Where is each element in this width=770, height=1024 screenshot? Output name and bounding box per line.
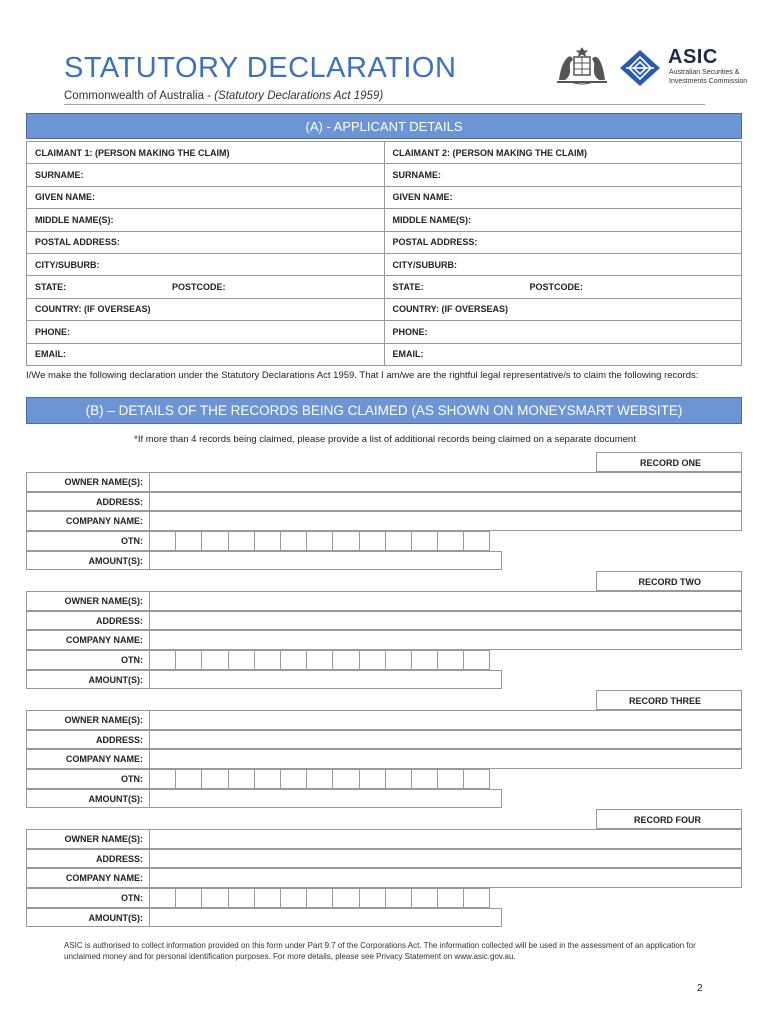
company-name-field[interactable] (149, 511, 742, 531)
claimant1-postal-address-field[interactable]: POSTAL ADDRESS: (27, 231, 385, 253)
otn-digit-box[interactable] (306, 769, 333, 789)
otn-digit-box[interactable] (332, 769, 359, 789)
table-row (27, 321, 742, 343)
claimant1-surname-field[interactable]: SURNAME: (27, 164, 385, 186)
otn-digit-box[interactable] (280, 650, 307, 670)
otn-digit-box[interactable] (411, 769, 438, 789)
otn-digit-box[interactable] (385, 650, 412, 670)
otn-digit-box[interactable] (359, 888, 386, 908)
declaration-text: I/We make the following declaration under the Statutory Declarations Act 1959. That I am/we are the rightful legal representative/s to claim the following records: (26, 370, 699, 381)
applicant-details-table (26, 141, 742, 366)
record-heading: RECORD FOUR (596, 809, 742, 829)
otn-digit-box[interactable] (280, 888, 307, 908)
company-name-label: COMPANY NAME: (26, 749, 149, 769)
otn-boxes (149, 888, 490, 908)
otn-digit-box[interactable] (201, 650, 228, 670)
otn-digit-box[interactable] (254, 650, 281, 670)
claimant2-surname-field[interactable]: SURNAME: (384, 164, 742, 186)
otn-digit-box[interactable] (359, 769, 386, 789)
otn-digit-box[interactable] (385, 888, 412, 908)
record-heading: RECORD TWO (596, 571, 742, 591)
table-row (27, 186, 742, 208)
otn-digit-box[interactable] (280, 531, 307, 551)
otn-digit-box[interactable] (149, 888, 176, 908)
claimant1-phone-field[interactable]: PHONE: (27, 321, 385, 343)
address-label: ADDRESS: (26, 611, 149, 631)
table-row (27, 343, 742, 365)
amount-field[interactable] (149, 551, 502, 571)
otn-digit-box[interactable] (306, 888, 333, 908)
company-name-label: COMPANY NAME: (26, 630, 149, 650)
asic-logo-name: ASIC (668, 46, 718, 68)
otn-digit-box[interactable] (437, 531, 464, 551)
otn-digit-box[interactable] (175, 888, 202, 908)
otn-digit-box[interactable] (332, 888, 359, 908)
otn-digit-box[interactable] (463, 888, 490, 908)
otn-digit-box[interactable] (437, 769, 464, 789)
table-row (27, 142, 742, 164)
otn-label: OTN: (26, 650, 149, 670)
otn-digit-box[interactable] (254, 531, 281, 551)
amount-label: AMOUNT(S): (26, 670, 149, 690)
otn-label: OTN: (26, 769, 149, 789)
otn-digit-box[interactable] (332, 650, 359, 670)
claimant2-postcode-label: POSTCODE: (529, 282, 584, 293)
company-name-field[interactable] (149, 630, 742, 650)
table-row (27, 276, 742, 298)
table-row (27, 209, 742, 231)
otn-digit-box[interactable] (280, 769, 307, 789)
record-heading: RECORD ONE (596, 452, 742, 472)
otn-digit-box[interactable] (228, 650, 255, 670)
claimant1-heading: CLAIMANT 1: (PERSON MAKING THE CLAIM) (27, 142, 385, 164)
amount-field[interactable] (149, 908, 502, 928)
otn-digit-box[interactable] (201, 769, 228, 789)
otn-digit-box[interactable] (463, 650, 490, 670)
claimant2-phone-field[interactable]: PHONE: (384, 321, 742, 343)
table-row (27, 231, 742, 253)
owner-name-label: OWNER NAME(S): (26, 472, 149, 492)
address-field[interactable] (149, 611, 742, 631)
asic-logo-icon (618, 48, 662, 88)
address-field[interactable] (149, 730, 742, 750)
page-number: 2 (697, 983, 703, 994)
address-field[interactable] (149, 492, 742, 512)
claimant1-email-field[interactable]: EMAIL: (27, 343, 385, 365)
table-row (27, 253, 742, 275)
otn-digit-box[interactable] (201, 888, 228, 908)
coat-of-arms-icon (553, 46, 611, 86)
claimant1-middle-name-field[interactable]: MIDDLE NAME(S): (27, 209, 385, 231)
claimant1-city-field[interactable]: CITY/SUBURB: (27, 253, 385, 275)
address-label: ADDRESS: (26, 730, 149, 750)
otn-digit-box[interactable] (437, 888, 464, 908)
section-b-heading: (B) – DETAILS OF THE RECORDS BEING CLAIMED (AS SHOWN ON MONEYSMART WEBSITE) (26, 397, 742, 424)
amount-field[interactable] (149, 789, 502, 809)
otn-digit-box[interactable] (228, 769, 255, 789)
claimant2-country-field[interactable]: COUNTRY: (IF OVERSEAS) (384, 298, 742, 320)
claimant2-email-field[interactable]: EMAIL: (384, 343, 742, 365)
owner-name-label: OWNER NAME(S): (26, 710, 149, 730)
company-name-field[interactable] (149, 749, 742, 769)
table-row (27, 164, 742, 186)
claimant1-given-name-field[interactable]: GIVEN NAME: (27, 186, 385, 208)
otn-digit-box[interactable] (228, 531, 255, 551)
company-name-label: COMPANY NAME: (26, 868, 149, 888)
otn-digit-box[interactable] (254, 888, 281, 908)
address-field[interactable] (149, 849, 742, 869)
otn-digit-box[interactable] (437, 650, 464, 670)
otn-digit-box[interactable] (332, 531, 359, 551)
claimant2-state-postcode-field[interactable] (384, 276, 742, 298)
claimant1-postcode-label: POSTCODE: (172, 282, 226, 293)
amount-label: AMOUNT(S): (26, 789, 149, 809)
subtitle-act: (Statutory Declarations Act 1959) (214, 90, 384, 102)
otn-digit-box[interactable] (385, 769, 412, 789)
page-title: STATUTORY DECLARATION (64, 52, 457, 84)
otn-digit-box[interactable] (175, 769, 202, 789)
privacy-footer: ASIC is authorised to collect information provided on this form under Part 9.7 of the Corporations Act. The information collected will be used in the assessment of an application for unclaimed money and for personal identification purposes. For more details, please see Privacy Statement on www.asic.gov.au. (64, 941, 696, 961)
asic-logo-fullname: Australian Securities & Investments Commission (669, 69, 748, 85)
otn-digit-box[interactable] (254, 769, 281, 789)
amount-field[interactable] (149, 670, 502, 690)
otn-digit-box[interactable] (411, 888, 438, 908)
otn-digit-box[interactable] (463, 769, 490, 789)
owner-name-label: OWNER NAME(S): (26, 591, 149, 611)
page-subtitle (64, 90, 383, 102)
otn-digit-box[interactable] (385, 531, 412, 551)
otn-digit-box[interactable] (228, 888, 255, 908)
claimant1-country-field[interactable]: COUNTRY: (IF OVERSEAS) (27, 298, 385, 320)
otn-digit-box[interactable] (149, 769, 176, 789)
otn-digit-box[interactable] (175, 650, 202, 670)
claimant1-state-label: STATE: (35, 282, 67, 293)
claimant2-given-name-field[interactable]: GIVEN NAME: (384, 186, 742, 208)
section-a-heading: (A) - APPLICANT DETAILS (26, 113, 742, 139)
otn-digit-box[interactable] (306, 650, 333, 670)
owner-name-field[interactable] (149, 829, 742, 849)
otn-digit-box[interactable] (411, 650, 438, 670)
otn-digit-box[interactable] (175, 531, 202, 551)
claimant2-postal-address-field[interactable]: POSTAL ADDRESS: (384, 231, 742, 253)
otn-digit-box[interactable] (306, 531, 333, 551)
company-name-field[interactable] (149, 868, 742, 888)
otn-boxes (149, 769, 490, 789)
address-label: ADDRESS: (26, 492, 149, 512)
claimant2-city-field[interactable]: CITY/SUBURB: (384, 253, 742, 275)
otn-digit-box[interactable] (149, 650, 176, 670)
additional-records-note: *If more than 4 records being claimed, please provide a list of additional records being claimed on a separate document (134, 434, 636, 445)
otn-digit-box[interactable] (149, 531, 176, 551)
company-name-label: COMPANY NAME: (26, 511, 149, 531)
otn-digit-box[interactable] (359, 650, 386, 670)
otn-boxes (149, 531, 490, 551)
claimant2-middle-name-field[interactable]: MIDDLE NAME(S): (384, 209, 742, 231)
subtitle-plain: Commonwealth of Australia - (64, 90, 215, 102)
otn-digit-box[interactable] (411, 531, 438, 551)
claimant2-heading: CLAIMANT 2: (PERSON MAKING THE CLAIM) (384, 142, 742, 164)
owner-name-label: OWNER NAME(S): (26, 829, 149, 849)
amount-label: AMOUNT(S): (26, 908, 149, 928)
amount-label: AMOUNT(S): (26, 551, 149, 571)
claimant1-state-postcode-field[interactable] (27, 276, 385, 298)
owner-name-field[interactable] (149, 472, 742, 492)
otn-digit-box[interactable] (359, 531, 386, 551)
otn-digit-box[interactable] (201, 531, 228, 551)
header-divider (64, 104, 705, 105)
address-label: ADDRESS: (26, 849, 149, 869)
otn-digit-box[interactable] (463, 531, 490, 551)
table-row (27, 298, 742, 320)
otn-label: OTN: (26, 531, 149, 551)
claimant2-state-label: STATE: (392, 282, 424, 293)
owner-name-field[interactable] (149, 710, 742, 730)
owner-name-field[interactable] (149, 591, 742, 611)
record-heading: RECORD THREE (596, 690, 742, 710)
otn-boxes (149, 650, 490, 670)
otn-label: OTN: (26, 888, 149, 908)
